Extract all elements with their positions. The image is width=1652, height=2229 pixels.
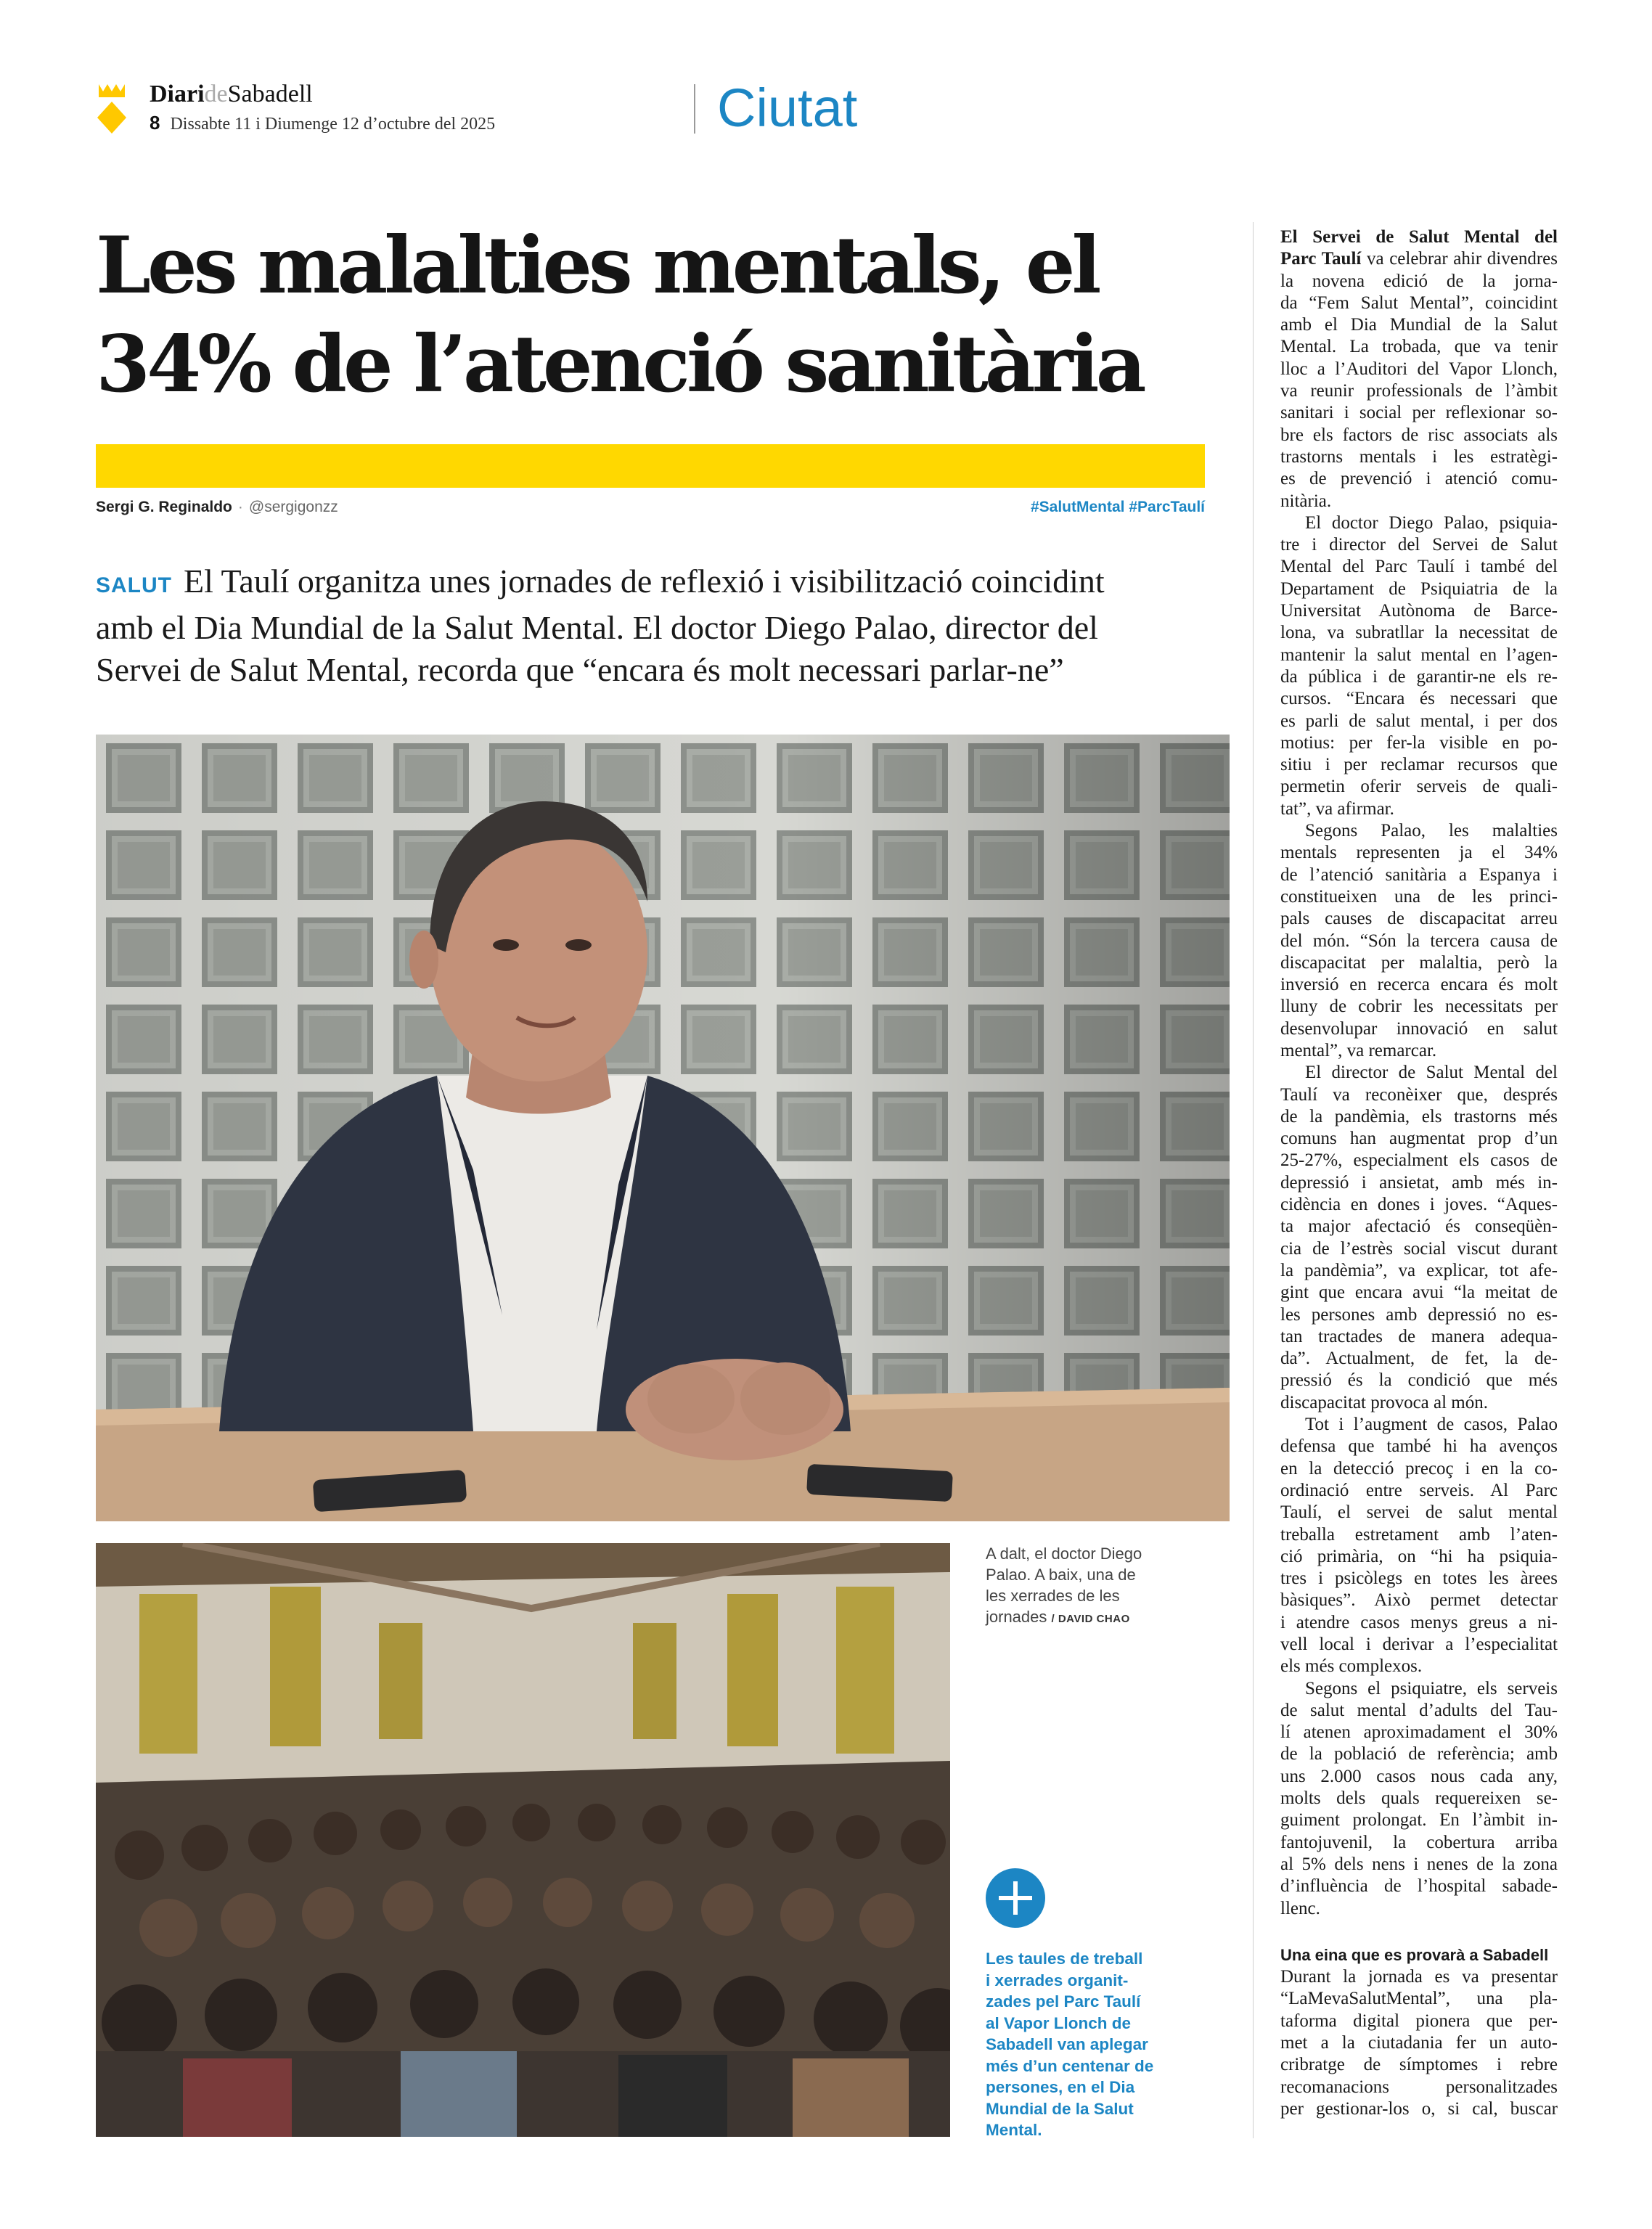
article-line: da “Fem Salut Mental”, coincidint xyxy=(1280,293,1558,313)
article-line: llenc. xyxy=(1280,1898,1320,1918)
article-line: bre els factors de risc associats als xyxy=(1280,425,1558,445)
article-line: guiment prolongat. En l’àmbit in- xyxy=(1280,1810,1558,1831)
article-line: Durant la jornada es va presentar xyxy=(1280,1967,1558,1987)
article-line: del món. “Són la tercera causa de xyxy=(1280,931,1558,951)
author-handle[interactable]: @sergigonzz xyxy=(248,499,338,515)
article-line: les persones amb depressió no es- xyxy=(1280,1304,1558,1325)
article-line: cidència en dones i joves. “Aques- xyxy=(1280,1195,1558,1215)
article-line: ordinació entre serveis. Al Parc xyxy=(1280,1480,1558,1500)
article-line: d’influència de l’hospital sabade- xyxy=(1280,1876,1558,1897)
article-line: depressió i ansietat, amb més in- xyxy=(1280,1172,1558,1193)
issue-date: Dissabte 11 i Diumenge 12 d’octubre del 2025 xyxy=(170,115,496,134)
article-line: Segons el psiquiatre, els serveis xyxy=(1305,1678,1558,1698)
article-line: lloc a l’Auditori del Vapor Llonch, xyxy=(1280,359,1558,379)
article-subheading xyxy=(96,560,1214,691)
article-subtitle: Una eina que es provarà a Sabadell xyxy=(1280,1945,1549,1964)
article-body xyxy=(1280,226,1558,2120)
plus-line: més d’un centenar de xyxy=(986,2056,1154,2075)
brand-de: de xyxy=(204,81,228,107)
article-line: va reunir professionals de l’àmbit xyxy=(1280,381,1558,401)
plus-line: persones, en el Dia xyxy=(986,2078,1135,2096)
article-line: Taulí va reconèixer que, després xyxy=(1280,1084,1558,1105)
headline-line-1: Les malalties mentals, el xyxy=(96,220,1098,311)
article-line: El doctor Diego Palao, psiquia- xyxy=(1305,512,1558,533)
article-line: Departament de Psiquiatria de la xyxy=(1280,578,1558,599)
byline xyxy=(96,498,338,517)
newspaper-brand[interactable] xyxy=(150,80,313,109)
article-line: per gestionar-los o, si cal, buscar xyxy=(1280,2098,1558,2119)
article-line: discapacitat provoca al món. xyxy=(1280,1392,1488,1412)
article-line: permetin oferir serveis de quali- xyxy=(1280,777,1558,797)
caption-line: les xerrades de les xyxy=(986,1587,1120,1605)
lead-line xyxy=(1280,248,1558,270)
article-line: comuns han augmentat prop d’un xyxy=(1280,1129,1558,1149)
article-line: da”. Actualment, de fet, la de- xyxy=(1280,1349,1558,1369)
author-name[interactable]: Sergi G. Reginaldo xyxy=(96,499,232,515)
photo-audience[interactable] xyxy=(96,1543,950,2137)
kicker-label: SALUT xyxy=(96,573,172,597)
plus-icon xyxy=(986,1868,1045,1928)
plus-line: Sabadell van aplegar xyxy=(986,2035,1148,2053)
page-info xyxy=(150,112,495,135)
hashtags[interactable]: #SalutMental #ParcTaulí xyxy=(1030,499,1205,515)
article-line: Mental del Parc Taulí i també del xyxy=(1280,557,1558,577)
plus-line: al Vapor Llonch de xyxy=(986,2013,1132,2032)
subhead-line-1: El Taulí organitza unes jornades de reflexió i visibilització coincidint xyxy=(184,563,1105,600)
article-line: ta major afectació és conseqüèn- xyxy=(1280,1216,1558,1237)
article-line: desenvolupar innovació en salut xyxy=(1280,1018,1558,1039)
article-line: molts dels quals requereixen se- xyxy=(1280,1788,1558,1809)
article-line: Universitat Autònoma de Barce- xyxy=(1280,601,1558,621)
article-line: es parli de salut mental, i per dos xyxy=(1280,711,1558,731)
photo-caption xyxy=(986,1543,1203,1629)
article-line: cursos. “Encara és necessari que xyxy=(1280,689,1558,709)
article-line: inversió en recerca encara és molt xyxy=(1280,975,1558,995)
article-line: cribratge de símptomes i rebre xyxy=(1280,2055,1558,2075)
brand-sabadell: Sabadell xyxy=(227,81,313,107)
article-line: de l’atenció sanitària a Espanya i xyxy=(1280,864,1558,885)
article-line: uns 2.000 casos nous cada any, xyxy=(1280,1766,1558,1786)
plus-line: Mental. xyxy=(986,2121,1042,2139)
article-line: gint que encara avui “la meitat de xyxy=(1280,1283,1558,1303)
article-line: la pandèmia”, va explicar, tot afe- xyxy=(1280,1260,1558,1280)
article-line: de salut mental d’adults del Tau- xyxy=(1280,1700,1558,1720)
photo-doctor-portrait[interactable] xyxy=(96,735,1230,1521)
article-line: motius: per fer-la visible en po- xyxy=(1280,732,1558,753)
caption-line: A dalt, el doctor Diego xyxy=(986,1545,1142,1563)
caption-line: jornades xyxy=(986,1608,1047,1626)
article-line: en la detecció precoç i en la co- xyxy=(1280,1458,1558,1478)
article-line: El director de Salut Mental del xyxy=(1305,1063,1558,1083)
article-line: Taulí, el servei de salut mental xyxy=(1280,1502,1558,1523)
caption-line: Palao. A baix, una de xyxy=(986,1566,1136,1584)
article-line: pressió és la condició que més xyxy=(1280,1370,1558,1391)
article-line: mentals representen ja el 34% xyxy=(1280,843,1558,863)
article-line: cia de l’estrès social viscut durant xyxy=(1280,1238,1558,1259)
article-line: lona, va subratllar la necessitat de xyxy=(1280,623,1558,643)
article-line: “LaMevaSalutMental”, una pla- xyxy=(1280,1989,1558,2009)
article-line: nitària. xyxy=(1280,491,1332,511)
article-line: pals causes de discapacitat arreu xyxy=(1280,909,1558,929)
subhead-line-3: Servei de Salut Mental, recorda que “encara és molt necessari parlar-ne” xyxy=(96,651,1064,688)
article-line: discapacitat per malaltia, però la xyxy=(1280,952,1558,973)
article-line: recomanacions personalitzades xyxy=(1280,2077,1558,2097)
section-title[interactable]: Ciutat xyxy=(717,78,858,138)
article-line: tan tractades de manera adequa- xyxy=(1280,1326,1558,1346)
page-title xyxy=(96,216,1228,414)
article-line: defensa que també hi ha avenços xyxy=(1280,1436,1558,1457)
article-line: fantojuvenil, la cobertura arriba xyxy=(1280,1832,1558,1852)
article-line: va celebrar ahir divendres xyxy=(1366,249,1558,269)
article-line: la novena edició de la jorna- xyxy=(1280,271,1558,291)
article-line: i atendre casos menys greus a ni- xyxy=(1280,1612,1558,1632)
page-number: 8 xyxy=(150,112,160,134)
article-line: amb el Dia Mundial de la Salut xyxy=(1280,315,1558,335)
article-line: de la població de referència; amb xyxy=(1280,1744,1558,1764)
article-line: Tot i l’augment de casos, Palao xyxy=(1305,1415,1558,1435)
newspaper-logo-icon xyxy=(96,81,128,136)
article-line: trastorns mentals i les estratègi- xyxy=(1280,446,1558,467)
plus-line: i xerrades organit- xyxy=(986,1971,1129,1989)
article-line: constitueixen una de les princi- xyxy=(1280,886,1558,907)
lead-line xyxy=(1280,226,1558,248)
article-line: Segons Palao, les malalties xyxy=(1305,821,1558,841)
article-line: lí atenen aproximadament el 30% xyxy=(1280,1722,1558,1743)
article-line: sanitari i social per reflexionar so- xyxy=(1280,403,1558,423)
article-line: tres i psicòlegs en totes les àrees xyxy=(1280,1569,1558,1589)
plus-line: zades pel Parc Taulí xyxy=(986,1992,1141,2011)
plus-line: Les taules de treball xyxy=(986,1950,1143,1968)
subhead-line-2: amb el Dia Mundial de la Salut Mental. El doctor Diego Palao, director del xyxy=(96,609,1098,646)
article-line: tat”, va afirmar. xyxy=(1280,798,1394,819)
article-line: tre i director del Servei de Salut xyxy=(1280,535,1558,555)
article-line: lluny de cobrir les necessitats per xyxy=(1280,997,1558,1017)
plus-line: Mundial de la Salut xyxy=(986,2099,1134,2118)
highlight-bar xyxy=(96,444,1205,488)
paragraph-gap xyxy=(1280,1920,1558,1942)
article-line: ció primària, on “hi ha psiquia- xyxy=(1280,1546,1558,1566)
article-line: els més complexos. xyxy=(1280,1656,1423,1677)
article-line: mental”, va remarcar. xyxy=(1280,1040,1437,1060)
article-line: sitiu i per reclamar recursos que xyxy=(1280,755,1558,775)
plus-box-text xyxy=(986,1948,1203,2141)
headline-line-2: 34% de l’atenció sanitària xyxy=(96,319,1143,410)
article-line: de la pandèmia, els trastorns més xyxy=(1280,1106,1558,1126)
section-divider xyxy=(694,84,695,134)
article-line: treballa estretament amb l’aten- xyxy=(1280,1524,1558,1545)
byline-separator: · xyxy=(237,499,243,515)
brand-diari: Diari xyxy=(150,81,205,107)
lead-bold: Parc Taulí xyxy=(1280,249,1362,269)
lead-bold: El Servei de Salut Mental del xyxy=(1280,227,1558,247)
article-line: vell local i derivar a l’especialitat xyxy=(1280,1635,1558,1654)
article-line: bàsiques”. Això permet detectar xyxy=(1280,1590,1558,1611)
article-line: al 5% dels nens i nenes de la zona xyxy=(1280,1854,1558,1874)
article-line: met a la ciutadania fer un auto- xyxy=(1280,2033,1558,2053)
column-rule xyxy=(1253,222,1254,2138)
article-line: Mental. La trobada, que va tenir xyxy=(1280,337,1558,357)
article-line: taforma digital pionera que per- xyxy=(1280,2011,1558,2031)
article-line: da pública i de garantir-ne els re- xyxy=(1280,666,1558,687)
article-line: es de prevenció i atenció comu- xyxy=(1280,469,1558,489)
photo-credit: / DAVID CHAO xyxy=(1051,1613,1130,1625)
article-line: mantenir la salut mental en l’agen- xyxy=(1280,645,1558,665)
article-line: 25-27%, especialment els casos de xyxy=(1280,1150,1558,1171)
